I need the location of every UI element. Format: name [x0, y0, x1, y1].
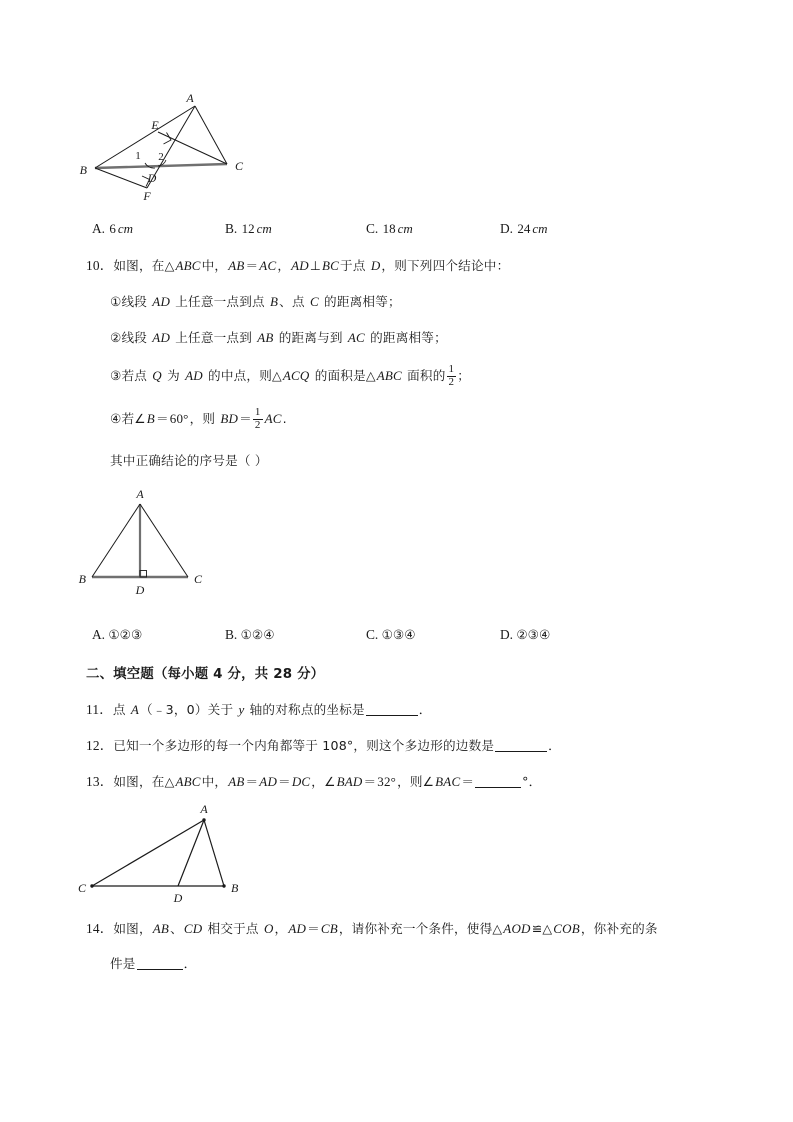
- q10-item-2-t4: 的距离相等；: [365, 330, 447, 345]
- q14-m3: O: [263, 921, 274, 936]
- q14-t1: 如图，: [113, 921, 152, 936]
- q10-stem-d: D: [370, 258, 381, 273]
- fig9-label-D: D: [147, 171, 157, 185]
- q10-item-3-m4: ABC: [376, 367, 402, 383]
- q14-t5: ，请你补充一个条件，使得△: [338, 921, 503, 936]
- q14-line-1: [86, 919, 658, 939]
- q10-choice-b-key: B.: [225, 627, 238, 642]
- q9-choice-a[interactable]: [92, 221, 134, 237]
- q9-choice-c[interactable]: [366, 221, 414, 237]
- q13: [86, 772, 541, 792]
- q10-stem-ad: AD: [291, 258, 309, 273]
- q11-answer-blank[interactable]: [366, 702, 418, 716]
- q14-eq: ＝: [307, 921, 320, 936]
- q14-number: 14．: [86, 921, 114, 936]
- q10-item-3-t1: 若点: [121, 367, 152, 383]
- fig10-label-A: A: [136, 487, 144, 501]
- fig13-label-B: B: [231, 881, 239, 895]
- q10-item-3: [110, 364, 470, 388]
- q10-item-4-eq: ＝: [155, 410, 169, 426]
- q10-item-1-m1: AD: [152, 294, 171, 309]
- q13-answer-blank[interactable]: [475, 774, 521, 788]
- q13-t3: ，∠: [311, 774, 336, 789]
- q9-choice-c-unit: cm: [397, 221, 413, 236]
- q10-item-2-t1: 线段: [121, 330, 152, 345]
- q10-item-3-t3: 的中点，则△: [203, 367, 282, 383]
- q9-choice-c-key: C.: [366, 221, 379, 236]
- q10-stem-p4: 于点: [340, 258, 370, 273]
- q10-choice-a-key: A.: [92, 627, 106, 642]
- q11-m2: y: [238, 702, 245, 717]
- q11-t1: 点: [112, 702, 130, 717]
- q10-stem-p2: 中，: [201, 258, 228, 273]
- q10-item-4-deg: 60°: [169, 410, 189, 426]
- q13-t4: ，则∠: [397, 774, 435, 789]
- fig9-label-B: B: [79, 163, 87, 177]
- q14-t4: ，: [274, 921, 288, 936]
- q13-number: 13．: [86, 774, 114, 789]
- q13-eq2: ＝: [278, 774, 291, 789]
- q13-m3: AD: [259, 774, 278, 789]
- q10-item-1-t4: 的距离相等；: [319, 294, 401, 309]
- q9-choice-b-key: B.: [225, 221, 238, 236]
- q10-item-4-eq2: ＝: [239, 410, 252, 426]
- q10-item-2-t3: 的距离与到: [274, 330, 347, 345]
- q10-number: 10．: [86, 258, 114, 273]
- q14-m1: AB: [152, 921, 170, 936]
- q13-deg: 32°: [377, 774, 397, 789]
- figure-question-10: [78, 484, 258, 599]
- q10-item-4-t3: .: [282, 410, 287, 426]
- q9-choice-d[interactable]: [500, 221, 549, 237]
- q10-item-4-m1: B: [146, 410, 155, 426]
- q14-line-2: [110, 955, 196, 974]
- q10-item-4-frac-den: 2: [254, 418, 261, 431]
- q10-choice-b-value: ①②④: [240, 627, 275, 642]
- q10-item-1-m2: B: [270, 294, 279, 309]
- q10-stem-ac: AC: [259, 258, 277, 273]
- q13-eq3: ＝: [363, 774, 377, 789]
- q14-cong: ≌: [531, 921, 543, 936]
- q9-choice-b[interactable]: [225, 221, 273, 237]
- q12-number: 12．: [86, 738, 114, 753]
- q9-choice-a-value: 6: [109, 221, 116, 236]
- q10-stem-p1: 如图，在△: [113, 258, 175, 273]
- q14-t7: ，你补充的条: [580, 921, 658, 936]
- q12-answer-blank[interactable]: [495, 738, 547, 752]
- q10-item-2-m1: AD: [152, 330, 171, 345]
- q12-t2: ．: [548, 738, 561, 753]
- q10-stem-eq: ＝: [245, 258, 259, 273]
- q14-m2: CD: [183, 921, 203, 936]
- q12: [86, 736, 561, 756]
- q14-m4: AD: [288, 921, 307, 936]
- q14-t2: 、: [170, 921, 183, 936]
- fig10-label-C: C: [194, 572, 203, 586]
- q10-item-3-t2: 为: [162, 367, 185, 383]
- q10-item-4-marker: ④: [110, 410, 122, 426]
- q10-stem-ab: AB: [228, 258, 245, 273]
- q9-choice-c-value: 18: [382, 221, 396, 236]
- q14-t6: △: [542, 921, 553, 936]
- q9-choice-b-unit: cm: [256, 221, 272, 236]
- q10-item-2-m2: AB: [257, 330, 274, 345]
- q13-t1: 如图，在△: [113, 774, 175, 789]
- q10-item-3-t4: 的面积是△: [310, 367, 376, 383]
- q10-item-2: [110, 328, 447, 348]
- fig9-angle-2: 2: [158, 151, 164, 163]
- q9-choice-d-key: D.: [500, 221, 514, 236]
- q10-item-4: [110, 407, 287, 431]
- q14-m7: COB: [553, 921, 580, 936]
- q13-t2: 中，: [201, 774, 228, 789]
- q10-item-2-marker: ②: [110, 330, 122, 345]
- q10-item-4-t2: ，则: [189, 410, 220, 426]
- q10-choice-d[interactable]: [500, 627, 550, 643]
- q10-item-4-fraction: [253, 407, 263, 431]
- q10-item-3-m1: Q: [152, 367, 162, 383]
- q10-item-3-t6: ；: [457, 367, 471, 383]
- q10-choice-a-value: ①②③: [108, 627, 143, 642]
- q13-m1: ABC: [175, 774, 201, 789]
- q12-t1: 已知一个多边形的每一个内角都等于 108°，则这个多边形的边数是: [113, 738, 495, 753]
- q10-choice-c[interactable]: [366, 627, 416, 643]
- q9-choice-b-value: 12: [241, 221, 255, 236]
- q10-choice-c-key: C.: [366, 627, 379, 642]
- q11-t4: ．: [418, 702, 432, 717]
- q10-choice-d-key: D.: [500, 627, 514, 642]
- q10-item-3-t5: 面积的: [402, 367, 446, 383]
- q10-choice-b[interactable]: [225, 627, 275, 643]
- figure-question-13: [78, 798, 278, 908]
- q10-item-1-t1: 线段: [121, 294, 152, 309]
- fig10-label-D: D: [135, 583, 145, 597]
- q14-answer-blank[interactable]: [137, 956, 183, 970]
- section-2-title: 二、填空题（每小题 4 分，共 28 分）: [86, 667, 325, 682]
- q14-t3: 相交于点: [203, 921, 263, 936]
- q13-m2: AB: [228, 774, 245, 789]
- q10-item-1-t2: 上任意一点到点: [171, 294, 269, 309]
- q10-stem-bc: BC: [322, 258, 340, 273]
- fig9-label-E: E: [151, 118, 159, 132]
- q13-eq1: ＝: [245, 774, 259, 789]
- q9-choice-d-value: 24: [517, 221, 531, 236]
- q10-item-4-frac-num: 1: [254, 406, 261, 418]
- q10-item-1-m3: C: [309, 294, 319, 309]
- q13-t5: °．: [522, 774, 542, 789]
- fig13-label-A: A: [200, 802, 208, 816]
- q10-choice-d-value: ②③④: [516, 627, 551, 642]
- q9-choice-d-unit: cm: [532, 221, 548, 236]
- q10-prompt: 其中正确结论的序号是（ ）: [110, 453, 268, 468]
- q10-item-3-m3: ACQ: [282, 367, 310, 383]
- q10-item-2-m3: AC: [347, 330, 365, 345]
- q10-item-3-fraction: [447, 364, 457, 388]
- q10-choice-c-value: ①③④: [381, 627, 416, 642]
- fig13-label-D: D: [173, 891, 183, 905]
- q10-item-3-frac-den: 2: [448, 375, 455, 388]
- q10-item-4-m2: BD: [220, 410, 239, 426]
- q10-item-3-frac-num: 1: [448, 363, 455, 375]
- q14-m5: CB: [320, 921, 338, 936]
- q14-line2-t1: 件是: [110, 956, 136, 971]
- fig9-angle-1: 1: [135, 150, 141, 162]
- fig10-label-B: B: [78, 572, 86, 586]
- q10-stem: [86, 256, 509, 276]
- fig9-label-A: A: [186, 91, 194, 105]
- q9-choice-a-unit: cm: [117, 221, 134, 236]
- q11-m1: A: [130, 702, 140, 717]
- fig9-label-F: F: [143, 189, 151, 203]
- q11-number: 11．: [86, 702, 113, 717]
- q11: [86, 700, 432, 720]
- q9-choice-a-key: A.: [92, 221, 106, 236]
- q10-choice-a[interactable]: [92, 627, 142, 643]
- q13-eq4: ＝: [461, 774, 475, 789]
- q11-t2: （﹣3，0）关于: [140, 702, 238, 717]
- q10-stem-p3: ，: [277, 258, 291, 273]
- q13-m6: BAC: [435, 774, 461, 789]
- q10-item-3-m2: AD: [185, 367, 203, 383]
- q10-stem-p5: ，则下列四个结论中：: [381, 258, 510, 273]
- q13-m4: DC: [291, 774, 311, 789]
- q10-item-4-t1: 若∠: [121, 410, 146, 426]
- fig13-label-C: C: [77, 881, 86, 895]
- q10-item-4-m3: AC: [264, 410, 282, 426]
- q10-stem-perp: ⊥: [309, 258, 322, 273]
- q11-t3: 轴的对称点的坐标是: [245, 702, 365, 717]
- q10-item-2-t2: 上任意一点到: [171, 330, 257, 345]
- q10-item-1-marker: ①: [110, 294, 122, 309]
- q10-stem-abc: ABC: [175, 258, 201, 273]
- q14-m6: AOD: [503, 921, 531, 936]
- fig9-label-C: C: [235, 159, 244, 173]
- q10-item-3-marker: ③: [110, 367, 122, 383]
- q10-item-1: [110, 292, 401, 312]
- q10-item-1-t3: 、点: [279, 294, 309, 309]
- q14-line2-t2: ．: [183, 956, 197, 971]
- q13-m5: BAD: [336, 774, 363, 789]
- figure-question-9: [79, 91, 285, 203]
